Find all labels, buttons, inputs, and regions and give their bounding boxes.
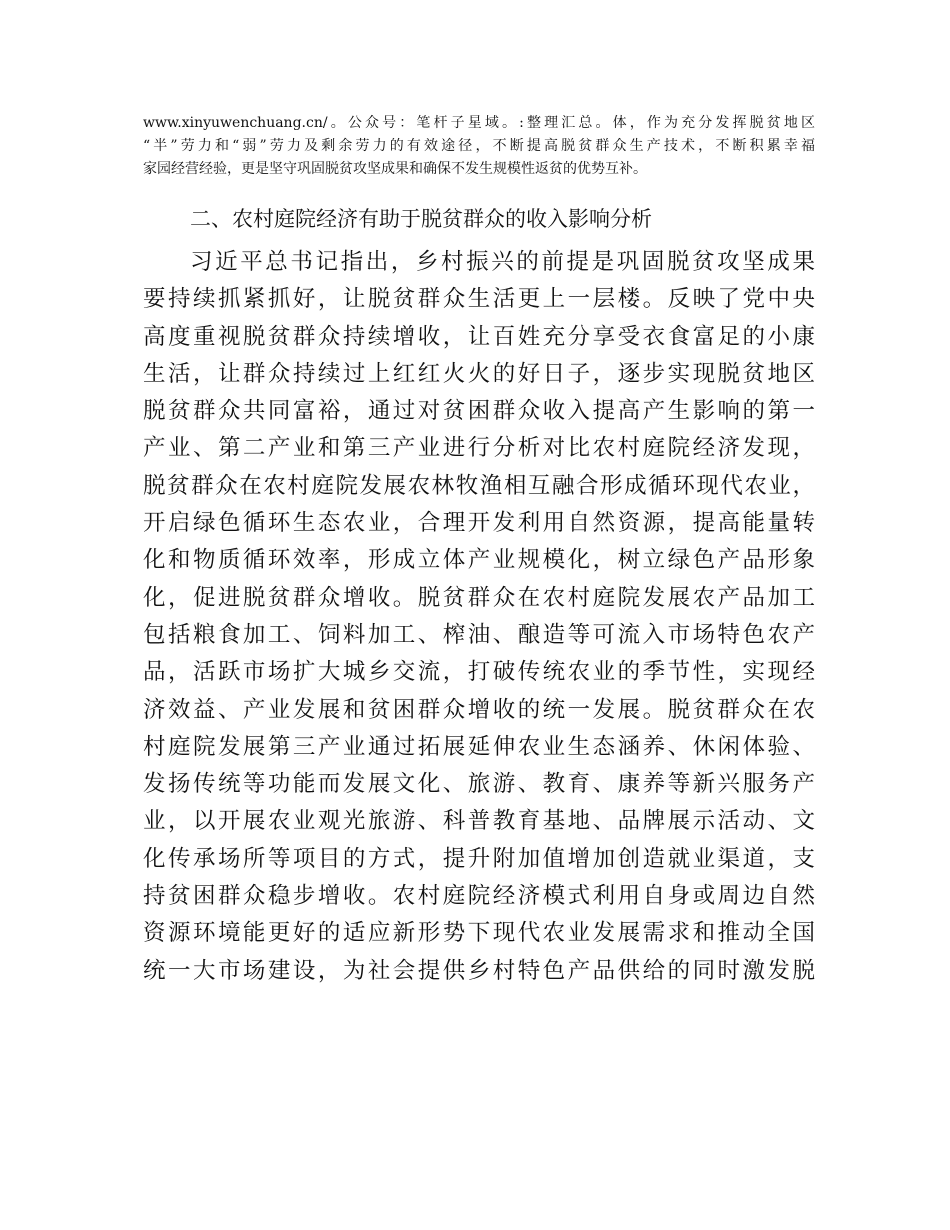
body-line: 发扬传统等功能而发展文化、旅游、教育、康养等新兴服务产	[143, 771, 815, 798]
body-line: 高度重视脱贫群众持续增收，让百姓充分享受衣食富足的小康	[143, 323, 815, 350]
body-line: 持贫困群众稳步增收。农村庭院经济模式利用自身或周边自然	[143, 883, 815, 910]
body-line: 脱贫群众在农村庭院发展农林牧渔相互融合形成循环现代农业，	[143, 472, 815, 499]
body-line: 化传承场所等项目的方式，提升附加值增加创造就业渠道，支	[143, 845, 815, 872]
body-line: 化和物质循环效率，形成立体产业规模化，树立绿色产品形象	[143, 547, 815, 574]
intro-paragraph	[143, 112, 815, 181]
body-line: 品，活跃市场扩大城乡交流，打破传统农业的季节性，实现经	[143, 659, 815, 686]
section-heading: 二、农村庭院经济有助于脱贫群众的收入影响分析	[190, 207, 652, 231]
body-line: 化，促进脱贫群众增收。脱贫群众在农村庭院发展农产品加工	[143, 584, 815, 611]
intro-line: 家园经营经验，更是坚守巩固脱贫攻坚成果和确保不发生规模性返贫的优势互补。	[143, 161, 647, 177]
body-line: 脱贫群众共同富裕，通过对贫困群众收入提高产生影响的第一	[143, 398, 815, 425]
body-line: 济效益、产业发展和贫困群众增收的统一发展。脱贫群众在农	[143, 696, 815, 723]
body-line: 资源环境能更好的适应新形势下现代农业发展需求和推动全国	[143, 920, 815, 947]
body-line: 习近平总书记指出，乡村振兴的前提是巩固脱贫攻坚成果	[190, 249, 815, 275]
body-line: 生活，让群众持续过上红红火火的好日子，逐步实现脱贫地区	[143, 360, 815, 387]
body-line: 业，以开展农业观光旅游、科普教育基地、品牌展示活动、文	[143, 808, 815, 835]
body-line: 产业、第二产业和第三产业进行分析对比农村庭院经济发现，	[143, 435, 815, 462]
body-paragraph	[143, 244, 815, 990]
body-line: 开启绿色循环生态农业，合理开发利用自然资源，提高能量转	[143, 510, 815, 537]
body-line: 村庭院发展第三产业通过拓展延伸农业生态涵养、休闲体验、	[143, 733, 815, 760]
body-line: 要持续抓紧抓好，让脱贫群众生活更上一层楼。反映了党中央	[143, 286, 815, 313]
intro-line: www.xinyuwenchuang.cn/。公众号：笔杆子星域。:整理汇总。体，作为充分发挥脱贫地区	[143, 115, 815, 131]
body-line: 统一大市场建设，为社会提供乡村特色产品供给的同时激发脱	[143, 957, 815, 984]
intro-line: “半”劳力和“弱”劳力及剩余劳力的有效途径，不断提高脱贫群众生产技术，不断积累幸福	[143, 138, 815, 154]
body-line: 包括粮食加工、饲料加工、榨油、酿造等可流入市场特色农产	[143, 621, 815, 648]
